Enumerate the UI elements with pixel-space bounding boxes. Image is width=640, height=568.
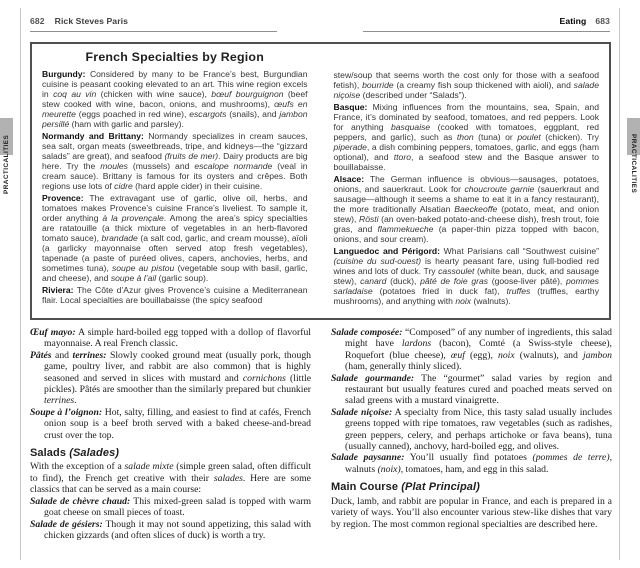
right-page-number: 683 bbox=[595, 16, 610, 26]
paragraph: Burgundy: Considered by many to be France’s best, Burgundian cuisine is peasant cooking elevated to an art. This wine region excels in coq au vin (chicken with wine sauce), bœuf bourguignon (beef stew cooked with wine, bacon, onions, and mushrooms), œufs en meurette (eggs poached in red wine), escargots (snails), and jambon persillé (ham with garlic and parsley). bbox=[42, 69, 308, 129]
paragraph: Salade composée: “Composed” of any number of ingredients, this salad might have lardons (bacon), Comté (a Swiss-style cheese), Roquefort (blue cheese), œuf (egg), noix (walnuts), and jambon (ham, generally thinly sliced). bbox=[331, 327, 612, 373]
paragraph: Normandy and Brittany: Normandy specializes in cream sauces, sea salt, organ meats (sweetbreads, tripe, and kidneys—the “gizzard salads” are great), and seafood (fruits de mer). Dairy products are big here. Try the moules (mussels) and escalope normande (veal in cream sauce). Brittany is famous for its oysters and crêpes. Both regions use lots of cidre (hard apple cider) in their cuisine. bbox=[42, 131, 308, 191]
sidebar-title: French Specialties by Region bbox=[85, 50, 264, 64]
right-page-trim-line bbox=[619, 8, 620, 560]
paragraph: Salade gourmande: The “gourmet” salad varies by region and restaurant but usually features cured and poached meats served on salad greens with a mustard vinaigrette. bbox=[331, 372, 612, 407]
sidebar-left-column bbox=[42, 48, 308, 313]
sidebar-right-column bbox=[334, 48, 600, 313]
left-running-header bbox=[30, 16, 128, 26]
paragraph: Œuf mayo: A simple hard-boiled egg topped with a dollop of flavorful mayonnaise. A real French classic. bbox=[30, 327, 311, 350]
paragraph: Salade de chèvre chaud: This mixed-green salad is topped with warm goat cheese on small pieces of toast. bbox=[30, 495, 312, 519]
left-page-body bbox=[30, 327, 311, 541]
paragraph: Riviera: The Côte d’Azur gives Provence’s cuisine a Mediterranean flair. Local specialties are bouillabaisse (the spicy seafood bbox=[42, 285, 308, 305]
paragraph: Pâtés and terrines: Slowly cooked ground meat (usually pork, though game, poultry liver, and rabbit are also common) that is highly seasoned and served in slices with mustard and cornichons (little pickles). Pâtés are smoother than the similarly prepared but chunkier terrines. bbox=[30, 349, 312, 407]
left-section-tab-label: PRACTICALITIES bbox=[3, 134, 10, 194]
paragraph: stew/soup that seems worth the cost only for those with a seafood fetish), bourride (a creamy fish soup thickened with aioli), and salade niçoise (described under “Salads”). bbox=[333, 70, 599, 100]
right-page-body bbox=[331, 327, 612, 530]
salads-intro: With the exception of a salade mixte (simple green salad, often difficult to find), the French get creative with their salades. Here are some classics that can be served as a main course: bbox=[30, 461, 311, 496]
paragraph: Salade paysanne: You’ll usually find potatoes (pommes de terre), walnuts (noix), tomatoes, ham, and egg in this salad. bbox=[331, 452, 612, 475]
paragraph: Languedoc and Périgord: What Parisians call “Southwest cuisine” (cuisine du sud-ouest) is hearty peasant fare, using full-bodied red wines and lots of duck. Try cassoulet (white bean, duck, and sausage stew), canard (duck), pâté de foie gras (goose-liver pâté), pommes sarladaise (potatoes fried in duck fat), truffes (truffles, earthy mushrooms), and anything with noix (walnuts). bbox=[333, 246, 599, 306]
left-header-title: Rick Steves Paris bbox=[54, 16, 129, 26]
right-header-rule bbox=[363, 31, 610, 32]
right-section-tab-label: PRACTICALITIES bbox=[630, 134, 637, 194]
salad-entries bbox=[30, 496, 311, 542]
specialties-sidebar-box bbox=[30, 42, 611, 320]
right-header-title: Eating bbox=[559, 16, 587, 26]
paragraph: Basque: Mixing influences from the mountains, sea, Spain, and France, it’s dominated by seafood, tomatoes, and red peppers. Look for anything basquaise (cooked with tomatoes, eggplant, red peppers, and garlic), such as thon (tuna) or poulet (chicken). Try piperade, a dish combining peppers, tomatoes, garlic, and eggs (ham optional), and ttoro, a seafood stew and the Basque answer to bouillabaisse. bbox=[333, 102, 600, 172]
paragraph: Soupe à l’oignon: Hot, salty, filling, and easiest to find at cafés, French onion soup is a beef broth served with a baked cheese-and-bread crust over the top. bbox=[30, 406, 311, 441]
salads-heading: Salads (Salades) bbox=[30, 447, 120, 460]
dish-entries bbox=[30, 327, 311, 441]
main-course-paragraph: Duck, lamb, and rabbit are popular in France, and each is prepared in a variety of ways. You’ll also encounter various stew-like dishes that vary by region. The most common regional specialties are described here. bbox=[331, 495, 612, 530]
paragraph: Salade niçoise: A specialty from Nice, this tasty salad usually includes greens topped with ripe tomatoes, raw vegetables (such as radishes, green peppers, celery, and perhaps artichoke or fava beans), tuna (usually canned), anchovy, hard-boiled egg, and olives. bbox=[331, 406, 612, 453]
sidebar-right-paragraphs bbox=[334, 70, 600, 306]
main-course-heading: Main Course (Plat Principal) bbox=[331, 481, 480, 494]
left-page-trim-line bbox=[20, 8, 21, 560]
sidebar-left-paragraphs bbox=[42, 69, 308, 305]
paragraph: Salade de gésiers: Though it may not sound appetizing, this salad with chicken gizzards (and often slices of duck) is worth a try. bbox=[30, 518, 311, 541]
left-page-number: 682 bbox=[30, 16, 45, 26]
right-running-header bbox=[559, 16, 610, 26]
paragraph: Provence: The extravagant use of garlic, olive oil, herbs, and tomatoes makes Provence’s cuisine France’s liveliest. To sample it, order anything à la provençale. Among the area’s spicy specialties are ratatouille (a thick mixture of vegetables in an herb-flavored tomato sauce), brandade (a salt cod, garlic, and cream mousse), aïoli (a garlicky mayonnaise often served atop fresh vegetables), tapenade (a paste of puréed olives, capers, anchovies, herbs, and sometimes tuna), soupe au pistou (vegetable soup with basil, garlic, and cheese), and soupe à l’ail (garlic soup). bbox=[42, 193, 308, 283]
left-header-rule bbox=[30, 31, 277, 32]
salad-entries-continued bbox=[331, 327, 612, 475]
paragraph: Alsace: The German influence is obvious—sausages, potatoes, onions, and sauerkraut. Look for choucroute garnie (sauerkraut and sausage—although it seems a shame to eat it in a fancy restaurant), the more traditionally Alsatian Baeckeoffe (potato, meat, and onion stew), Rösti (an oven-baked potato-and-cheese dish), fresh trout, foie gras, and flammekueche (a paper-thin pizza topped with bacon, onions, and sour cream). bbox=[333, 174, 599, 244]
